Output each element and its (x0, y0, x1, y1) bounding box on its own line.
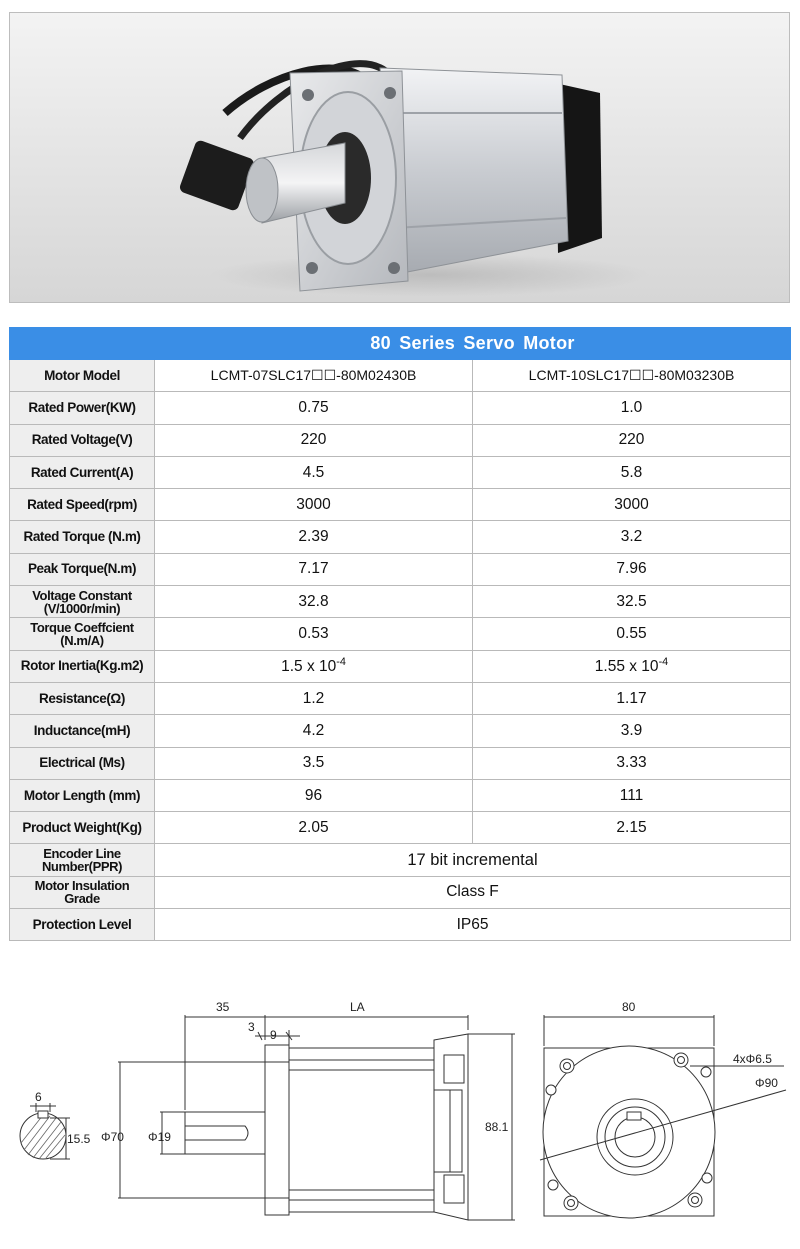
row-label-line1: Motor Insulation (34, 878, 130, 894)
row-value: 3.33 (473, 747, 791, 779)
dim-88-1-label: 88.1 (485, 1120, 509, 1134)
dim-3-label: 3 (248, 1020, 255, 1034)
row-label-line2: Number(PPR) (41, 859, 123, 875)
row-value: 32.8 (155, 586, 473, 618)
table-row (10, 812, 791, 844)
row-label: Rated Power(KW) (10, 392, 155, 424)
inertia-base: 1.5 x 10 (281, 658, 337, 676)
row-label: Rated Voltage(V) (10, 424, 155, 456)
row-label (10, 844, 155, 876)
row-value: 4.2 (155, 715, 473, 747)
dim-holes-label: 4xΦ6.5 (733, 1052, 772, 1066)
table-row (10, 909, 791, 941)
row-value (155, 650, 473, 682)
table-row (10, 521, 791, 553)
inertia-exponent: -4 (336, 656, 346, 669)
row-value: 220 (155, 424, 473, 456)
table-title: 80 Series Servo Motor (155, 328, 791, 360)
row-label: Electrical (Ms) (10, 747, 155, 779)
table-row (10, 779, 791, 811)
row-label-line1: Torque Coeffcient (30, 620, 134, 636)
row-value: 1.2 (155, 682, 473, 714)
table-header-row (10, 328, 791, 360)
table-row (10, 715, 791, 747)
row-value: 17 bit incremental (155, 844, 791, 876)
row-value: LCMT-07SLC17☐☐-80M02430B (155, 360, 473, 392)
dimension-drawing (0, 990, 800, 1249)
row-label: Motor Length (mm) (10, 779, 155, 811)
row-value: 2.39 (155, 521, 473, 553)
row-label (10, 618, 155, 650)
row-value: 220 (473, 424, 791, 456)
row-label-line1: Encoder Line (43, 846, 121, 862)
table-row (10, 392, 791, 424)
row-value: 2.15 (473, 812, 791, 844)
row-label-line2: (N.m/A) (60, 633, 104, 649)
dim-phi70-label: Φ70 (101, 1130, 124, 1144)
table-row (10, 456, 791, 488)
inertia-exponent: -4 (658, 656, 669, 669)
table-row (10, 489, 791, 521)
row-label: Rated Current(A) (10, 456, 155, 488)
row-value: 32.5 (473, 586, 791, 618)
row-label: Protection Level (10, 909, 155, 941)
row-value: 4.5 (155, 456, 473, 488)
row-value: 96 (155, 779, 473, 811)
row-label: Resistance(Ω) (10, 682, 155, 714)
table-row (10, 650, 791, 682)
row-value: IP65 (155, 909, 791, 941)
motor-body (380, 68, 568, 273)
row-value: 3000 (155, 489, 473, 521)
inertia-base: 1.55 x 10 (594, 658, 659, 676)
row-value: 0.75 (155, 392, 473, 424)
table-row (10, 618, 791, 650)
row-value: 1.0 (473, 392, 791, 424)
row-value: 7.96 (473, 553, 791, 585)
motor-side-view (118, 1015, 515, 1220)
table-row (10, 844, 791, 876)
row-value: 3.5 (155, 747, 473, 779)
dim-phi90-label: Φ90 (755, 1076, 778, 1090)
dim-15-5-label: 15.5 (67, 1132, 91, 1146)
row-value: 111 (473, 779, 791, 811)
row-value: Class F (155, 876, 791, 908)
table-row (10, 876, 791, 908)
row-value: 1.17 (473, 682, 791, 714)
row-label-line1: Voltage Constant (32, 587, 132, 603)
row-value: 0.53 (155, 618, 473, 650)
dim-9-label: 9 (270, 1028, 277, 1042)
row-value: 3000 (473, 489, 791, 521)
row-label (10, 876, 155, 908)
row-label: Inductance(mH) (10, 715, 155, 747)
row-label (10, 586, 155, 618)
row-label: Peak Torque(N.m) (10, 553, 155, 585)
dim-la-label: LA (350, 1000, 365, 1014)
row-value: LCMT-10SLC17☐☐-80M03230B (473, 360, 791, 392)
dim-35-label: 35 (216, 1000, 230, 1014)
row-value (473, 650, 791, 682)
row-value: 5.8 (473, 456, 791, 488)
row-label-line2: (V/1000r/min) (43, 600, 121, 616)
spec-table (9, 327, 791, 941)
row-value: 7.17 (155, 553, 473, 585)
row-label: Rotor Inertia(Kg.m2) (10, 650, 155, 682)
table-row (10, 747, 791, 779)
row-label: Rated Speed(rpm) (10, 489, 155, 521)
header-corner (10, 328, 155, 360)
motor-front-view (540, 1015, 786, 1218)
table-row (10, 553, 791, 585)
row-value: 3.9 (473, 715, 791, 747)
dim-80-label: 80 (622, 1000, 636, 1014)
row-value: 0.55 (473, 618, 791, 650)
row-label: Motor Model (10, 360, 155, 392)
row-value: 2.05 (155, 812, 473, 844)
dim-6-label: 6 (35, 1090, 42, 1104)
product-photo (9, 12, 790, 303)
row-value: 3.2 (473, 521, 791, 553)
row-label: Rated Torque (N.m) (10, 521, 155, 553)
table-row (10, 682, 791, 714)
row-label-line2: Grade (64, 891, 100, 907)
table-row (10, 360, 791, 392)
servo-motor-image (10, 13, 790, 303)
table-row (10, 424, 791, 456)
dim-phi19-label: Φ19 (148, 1130, 171, 1144)
row-label: Product Weight(Kg) (10, 812, 155, 844)
connector-icon (178, 139, 255, 212)
table-row (10, 586, 791, 618)
shaft-section (20, 1103, 70, 1159)
